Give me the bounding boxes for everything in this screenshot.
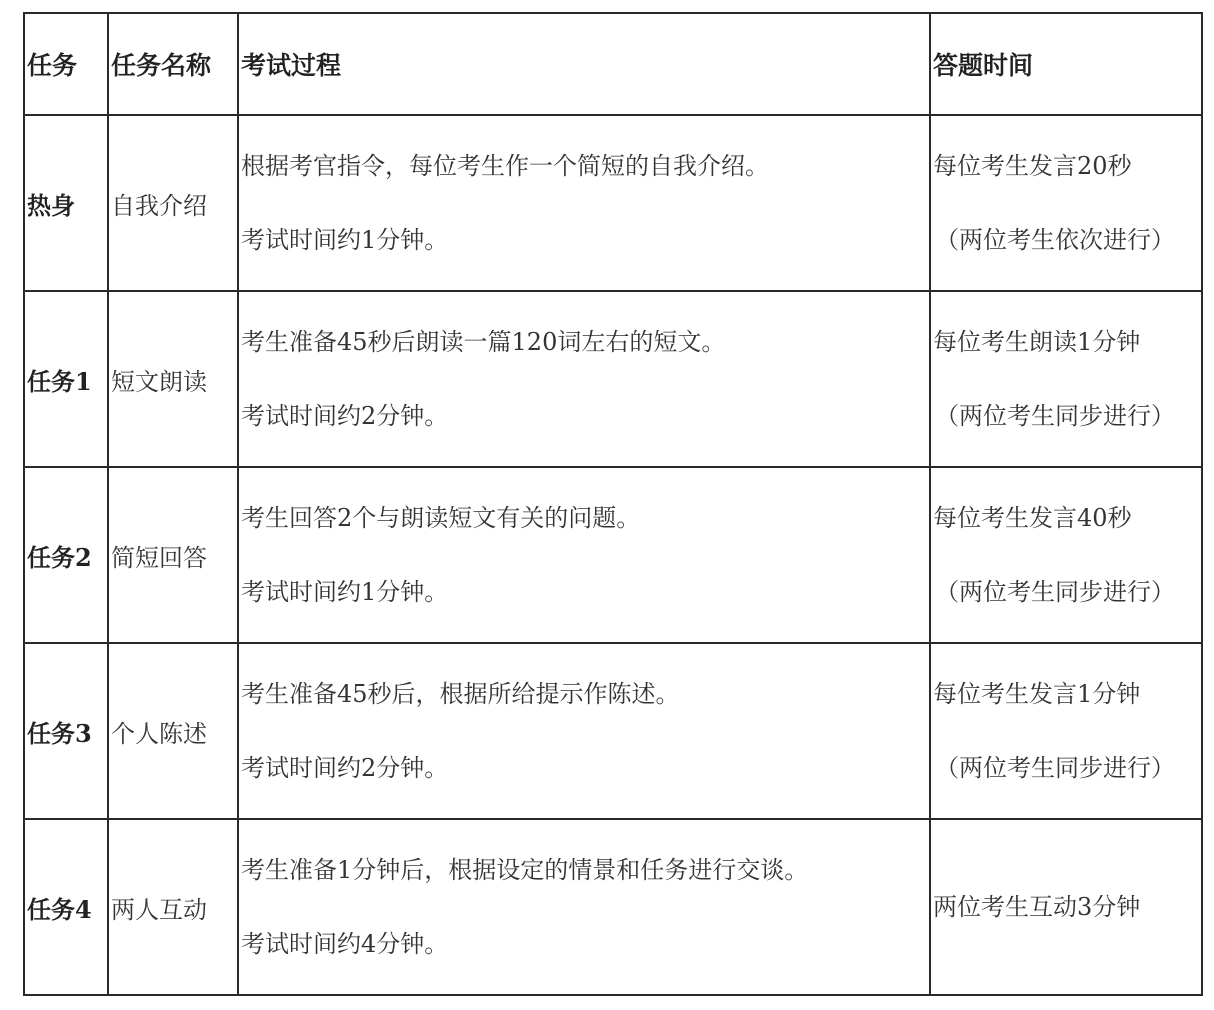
answer-time-note: （两位考生同步进行） xyxy=(935,402,1175,430)
task-name: 个人陈述 xyxy=(108,643,238,819)
table-row xyxy=(24,643,1202,819)
answer-time-note: （两位考生依次进行） xyxy=(935,226,1175,254)
answer-time-main: 两位考生互动3分钟 xyxy=(933,893,1141,921)
answer-time-main: 每位考生发言1分钟 xyxy=(933,680,1141,708)
answer-time-note: （两位考生同步进行） xyxy=(935,578,1175,606)
table-row xyxy=(24,467,1202,643)
answer-time-cell xyxy=(930,467,1202,643)
process-description: 考生准备45秒后朗读一篇120词左右的短文。 xyxy=(241,328,726,356)
answer-time-cell xyxy=(930,643,1202,819)
table-row xyxy=(24,115,1202,291)
table-header-row xyxy=(24,13,1202,115)
header-answer-time: 答题时间 xyxy=(930,13,1202,115)
process-duration: 考试时间约1分钟。 xyxy=(241,578,449,606)
header-task-name: 任务名称 xyxy=(108,13,238,115)
task-name: 自我介绍 xyxy=(108,115,238,291)
process-description: 考生准备1分钟后，根据设定的情景和任务进行交谈。 xyxy=(241,856,809,884)
process-cell xyxy=(238,819,930,995)
answer-time-note: （两位考生同步进行） xyxy=(935,754,1175,782)
process-description: 考生回答2个与朗读短文有关的问题。 xyxy=(241,504,641,532)
process-duration: 考试时间约2分钟。 xyxy=(241,754,449,782)
table-row xyxy=(24,819,1202,995)
answer-time-cell xyxy=(930,291,1202,467)
process-duration: 考试时间约1分钟。 xyxy=(241,226,449,254)
process-cell xyxy=(238,115,930,291)
task-id: 任务2 xyxy=(24,467,108,643)
header-process: 考试过程 xyxy=(238,13,930,115)
answer-time-main: 每位考生发言20秒 xyxy=(933,152,1132,180)
task-id: 任务1 xyxy=(24,291,108,467)
answer-time-cell xyxy=(930,819,1202,995)
process-cell xyxy=(238,467,930,643)
answer-time-cell xyxy=(930,115,1202,291)
process-cell xyxy=(238,291,930,467)
table-row xyxy=(24,291,1202,467)
exam-task-table xyxy=(23,12,1203,996)
task-id: 热身 xyxy=(24,115,108,291)
task-id: 任务4 xyxy=(24,819,108,995)
task-name: 简短回答 xyxy=(108,467,238,643)
process-duration: 考试时间约4分钟。 xyxy=(241,930,449,958)
task-name: 两人互动 xyxy=(108,819,238,995)
answer-time-main: 每位考生发言40秒 xyxy=(933,504,1132,532)
process-duration: 考试时间约2分钟。 xyxy=(241,402,449,430)
process-cell xyxy=(238,643,930,819)
task-id: 任务3 xyxy=(24,643,108,819)
answer-time-main: 每位考生朗读1分钟 xyxy=(933,328,1141,356)
task-name: 短文朗读 xyxy=(108,291,238,467)
process-description: 考生准备45秒后，根据所给提示作陈述。 xyxy=(241,680,680,708)
process-description: 根据考官指令，每位考生作一个简短的自我介绍。 xyxy=(241,152,769,180)
header-task: 任务 xyxy=(24,13,108,115)
